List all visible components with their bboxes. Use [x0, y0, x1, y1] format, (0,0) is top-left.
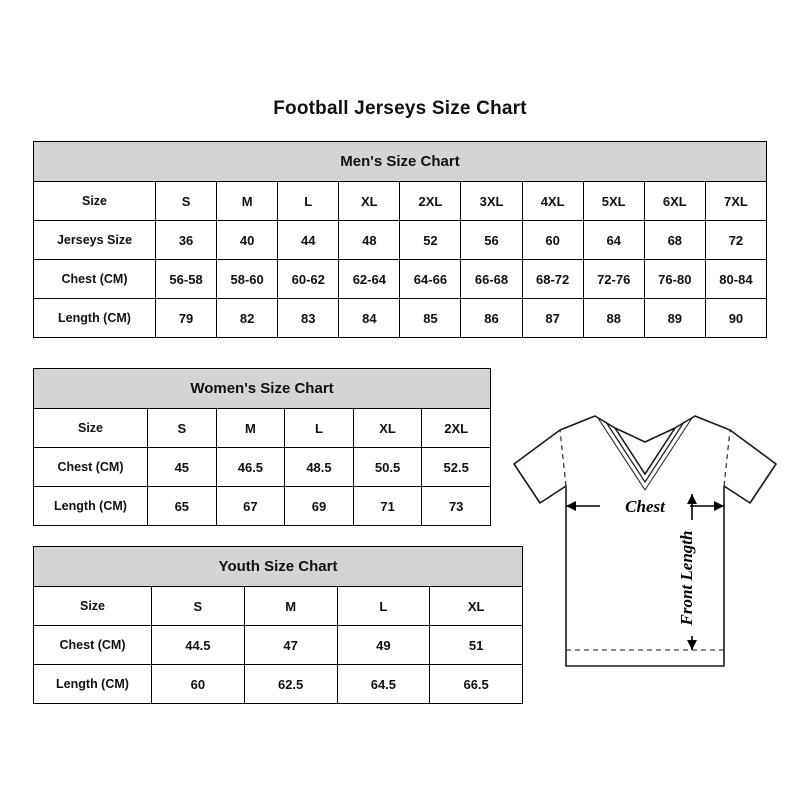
mens-cell: 58-60: [217, 260, 278, 299]
womens-cell: 50.5: [353, 448, 422, 487]
mens-cell: 44: [278, 221, 339, 260]
youth-cell: 64.5: [337, 665, 430, 704]
page-title: Football Jerseys Size Chart: [273, 98, 527, 119]
womens-col-header: L: [285, 409, 354, 448]
womens-col-header: S: [148, 409, 217, 448]
mens-cell: 72: [705, 221, 766, 260]
womens-col-header: M: [216, 409, 285, 448]
womens-cell: 71: [353, 487, 422, 526]
mens-row-header-label: Size: [34, 182, 156, 221]
womens-col-header: XL: [353, 409, 422, 448]
youth-row-label: Chest (CM): [34, 626, 152, 665]
mens-cell: 76-80: [644, 260, 705, 299]
mens-col-header: 4XL: [522, 182, 583, 221]
mens-cell: 79: [156, 299, 217, 338]
table-header-band-row: [34, 369, 491, 409]
mens-col-header: 2XL: [400, 182, 461, 221]
mens-col-header: XL: [339, 182, 400, 221]
mens-cell: 36: [156, 221, 217, 260]
youth-cell: 47: [244, 626, 337, 665]
mens-cell: 64-66: [400, 260, 461, 299]
womens-cell: 52.5: [422, 448, 491, 487]
chest-label: Chest: [625, 497, 665, 516]
table-header-band-row: [34, 547, 523, 587]
mens-cell: 60: [522, 221, 583, 260]
mens-cell: 82: [217, 299, 278, 338]
womens-cell: 45: [148, 448, 217, 487]
youth-cell: 60: [152, 665, 245, 704]
mens-cell: 66-68: [461, 260, 522, 299]
youth-cell: 44.5: [152, 626, 245, 665]
table-row: [34, 409, 491, 448]
youth-row-label: Length (CM): [34, 665, 152, 704]
mens-size-table-wrapper: [33, 141, 767, 338]
womens-cell: 46.5: [216, 448, 285, 487]
youth-cell: 49: [337, 626, 430, 665]
youth-col-header: XL: [430, 587, 523, 626]
jersey-svg: [500, 398, 790, 698]
mens-col-header: L: [278, 182, 339, 221]
mens-col-header: 6XL: [644, 182, 705, 221]
youth-cell: 62.5: [244, 665, 337, 704]
mens-cell: 83: [278, 299, 339, 338]
mens-cell: 90: [705, 299, 766, 338]
mens-col-header: 7XL: [705, 182, 766, 221]
mens-cell: 72-76: [583, 260, 644, 299]
youth-col-header: L: [337, 587, 430, 626]
mens-cell: 56: [461, 221, 522, 260]
table-row: [34, 626, 523, 665]
womens-cell: 67: [216, 487, 285, 526]
youth-size-table: [33, 546, 523, 704]
youth-cell: 51: [430, 626, 523, 665]
table-row: [34, 221, 767, 260]
front-length-label: Front Length: [677, 530, 696, 626]
youth-size-table-wrapper: [33, 546, 523, 704]
table-row: [34, 487, 491, 526]
mens-cell: 62-64: [339, 260, 400, 299]
mens-cell: 52: [400, 221, 461, 260]
jersey-measurement-diagram: [500, 398, 790, 698]
womens-size-table-wrapper: [33, 368, 491, 526]
mens-col-header: 3XL: [461, 182, 522, 221]
youth-col-header: S: [152, 587, 245, 626]
womens-cell: 48.5: [285, 448, 354, 487]
mens-row-label: Chest (CM): [34, 260, 156, 299]
youth-col-header: M: [244, 587, 337, 626]
mens-cell: 89: [644, 299, 705, 338]
mens-cell: 80-84: [705, 260, 766, 299]
womens-row-label: Length (CM): [34, 487, 148, 526]
mens-cell: 64: [583, 221, 644, 260]
mens-cell: 84: [339, 299, 400, 338]
womens-table-heading: Women's Size Chart: [34, 369, 491, 409]
table-header-band-row: [34, 142, 767, 182]
mens-cell: 85: [400, 299, 461, 338]
womens-col-header: 2XL: [422, 409, 491, 448]
mens-cell: 60-62: [278, 260, 339, 299]
table-row: [34, 665, 523, 704]
table-row: [34, 182, 767, 221]
youth-table-heading: Youth Size Chart: [34, 547, 523, 587]
youth-cell: 66.5: [430, 665, 523, 704]
womens-cell: 65: [148, 487, 217, 526]
table-row: [34, 448, 491, 487]
mens-row-label: Jerseys Size: [34, 221, 156, 260]
mens-col-header: S: [156, 182, 217, 221]
womens-row-label: Chest (CM): [34, 448, 148, 487]
table-row: [34, 587, 523, 626]
mens-cell: 40: [217, 221, 278, 260]
mens-cell: 87: [522, 299, 583, 338]
mens-row-label: Length (CM): [34, 299, 156, 338]
mens-col-header: M: [217, 182, 278, 221]
mens-cell: 56-58: [156, 260, 217, 299]
womens-size-table: [33, 368, 491, 526]
mens-col-header: 5XL: [583, 182, 644, 221]
mens-cell: 68: [644, 221, 705, 260]
womens-cell: 69: [285, 487, 354, 526]
mens-cell: 86: [461, 299, 522, 338]
mens-size-table: [33, 141, 767, 338]
mens-cell: 68-72: [522, 260, 583, 299]
jersey-outline: [514, 416, 776, 666]
womens-row-header-label: Size: [34, 409, 148, 448]
table-row: [34, 260, 767, 299]
table-row: [34, 299, 767, 338]
mens-cell: 88: [583, 299, 644, 338]
mens-cell: 48: [339, 221, 400, 260]
mens-table-heading: Men's Size Chart: [34, 142, 767, 182]
youth-row-header-label: Size: [34, 587, 152, 626]
womens-cell: 73: [422, 487, 491, 526]
